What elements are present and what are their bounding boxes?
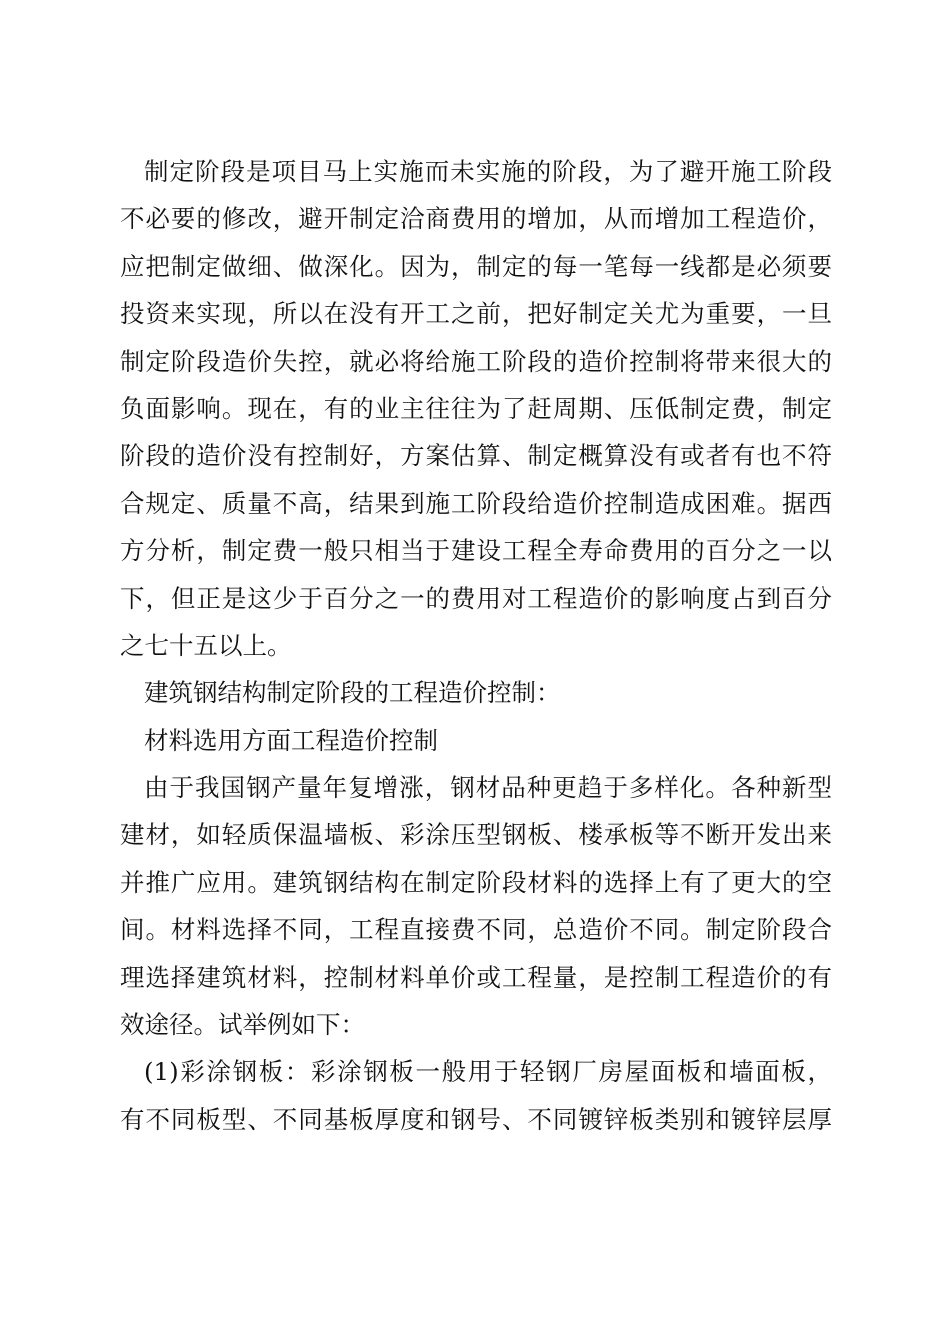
body-text	[120, 148, 832, 1143]
paragraph-1-line-10: 下，但正是这少于百分之一的费用对工程造价的影响度占到百分	[120, 583, 832, 613]
paragraph-1-line-1: 制定阶段是项目马上实施而未实施的阶段，为了避开施工阶段	[144, 157, 832, 186]
paragraph-1-line-5: 制定阶段造价失控，就必将给施工阶段的造价控制将带来很大的	[120, 346, 832, 376]
paragraph-2-line-6: 效途径。试举例如下：	[120, 1010, 365, 1040]
paragraph-3-line-1: (1)彩涂钢板：彩涂钢板一般用于轻钢厂房屋面板和墙面板，	[144, 1057, 832, 1087]
paragraph-1-line-8: 合规定、质量不高，结果到施工阶段给造价控制造成困难。据西	[120, 488, 832, 518]
paragraph-2-line-2: 建材，如轻质保温墙板、彩涂压型钢板、楼承板等不断开发出来	[120, 820, 832, 850]
paragraph-1-line-11: 之七十五以上。	[120, 630, 292, 660]
paragraph-2-line-1: 由于我国钢产量年复增涨，钢材品种更趋于多样化。各种新型	[144, 773, 832, 803]
paragraph-1-line-7: 阶段的造价没有控制好，方案估算、制定概算没有或者有也不符	[120, 441, 832, 471]
paragraph-3-line-2: 有不同板型、不同基板厚度和钢号、不同镀锌板类别和镀锌层厚	[120, 1104, 832, 1134]
paragraph-2-line-4: 间。材料选择不同，工程直接费不同，总造价不同。制定阶段合	[120, 915, 832, 945]
paragraph-1-line-9: 方分析，制定费一般只相当于建设工程全寿命费用的百分之一以	[120, 536, 832, 566]
paragraph-2-line-3: 并推广应用。建筑钢结构在制定阶段材料的选择上有了更大的空	[120, 867, 832, 897]
section-heading: 建筑钢结构制定阶段的工程造价控制：	[144, 678, 561, 708]
paragraph-1-line-3: 应把制定做细、做深化。因为，制定的每一笔每一线都是必须要	[120, 251, 832, 281]
paragraph-2-line-5: 理选择建筑材料，控制材料单价或工程量，是控制工程造价的有	[120, 962, 832, 992]
paragraph-1-line-2: 不必要的修改，避开制定洽商费用的增加，从而增加工程造价，	[120, 204, 832, 234]
paragraph-1-line-6: 负面影响。现在，有的业主往往为了赶周期、压低制定费，制定	[120, 393, 832, 423]
subsection-heading: 材料选用方面工程造价控制	[144, 725, 438, 755]
paragraph-1-line-4: 投资来实现，所以在没有开工之前，把好制定关尤为重要，一旦	[120, 299, 832, 329]
